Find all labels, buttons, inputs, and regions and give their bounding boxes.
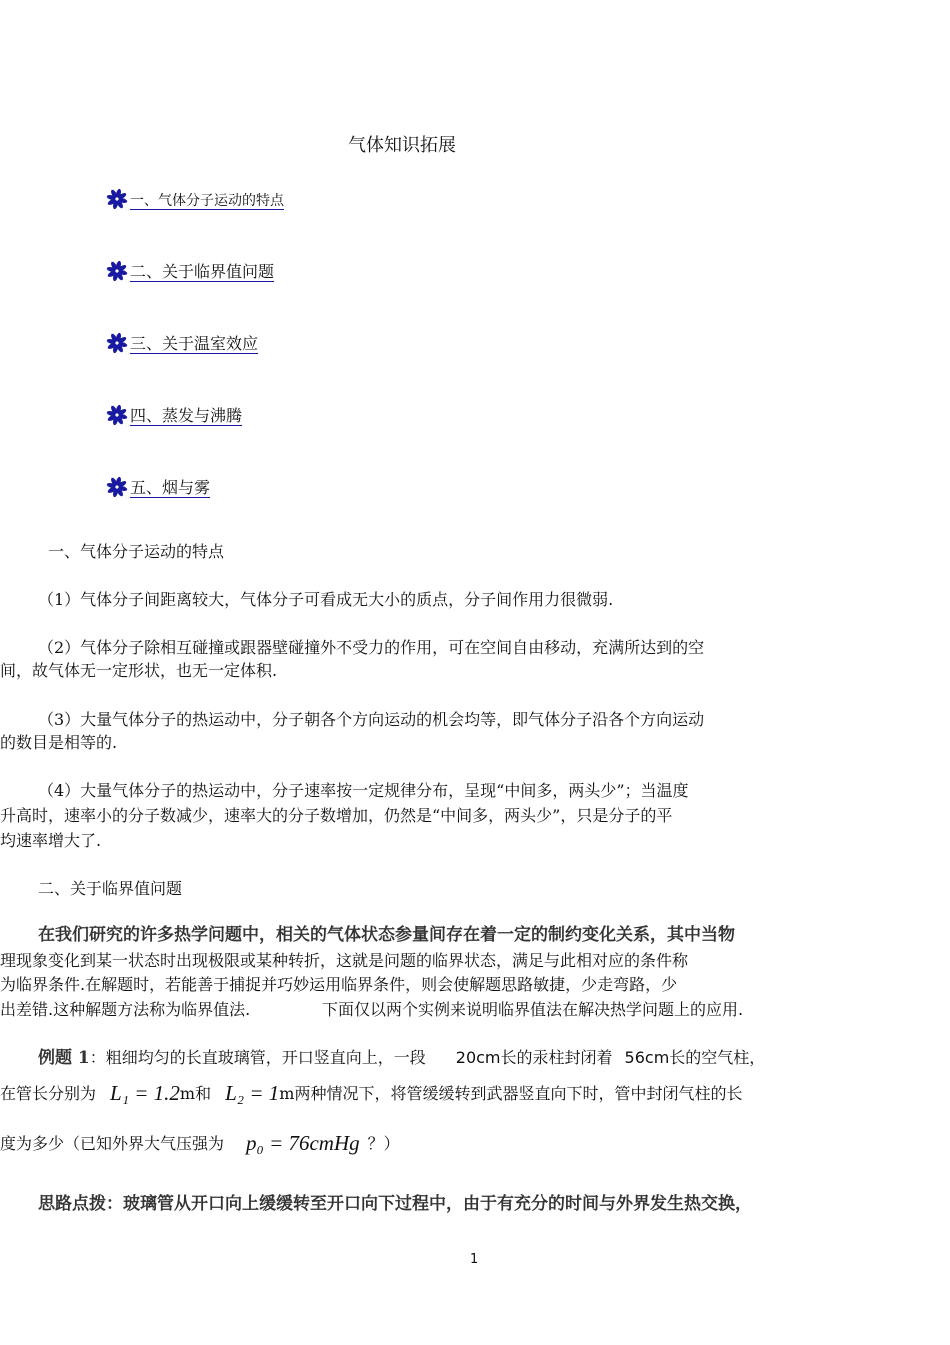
- toc-link[interactable]: 二、关于临界值问题: [130, 262, 275, 281]
- pinwheel-icon: [106, 476, 128, 498]
- text: 度为多少（已知外界大气压强为: [0, 1134, 225, 1153]
- pinwheel-icon: [106, 188, 128, 210]
- hint-paragraph: 思路点拨：玻璃管从开口向上缓缓转至开口向下过程中，由于有充分的时间与外界发生热交换，: [38, 1194, 752, 1214]
- paragraph: 为临界条件.在解题时，若能善于捕捉并巧妙运用临界条件，则会使解题思路敏捷，少走弯路，少: [0, 975, 678, 994]
- example-line-2: [0, 1082, 742, 1105]
- page-title: 气体知识拓展: [348, 135, 456, 156]
- text: 56cm: [624, 1048, 670, 1067]
- pinwheel-icon: [106, 260, 128, 282]
- page-number: 1: [470, 1252, 479, 1267]
- pinwheel-icon: [106, 404, 128, 426]
- text: m两种情况下，将管缓缓转到武器竖直向下时，管中封闭气柱的长: [279, 1084, 743, 1103]
- example-line-3: [0, 1132, 400, 1155]
- paragraph: （1）气体分子间距离较大，气体分子可看成无大小的质点，分子间作用力很微弱.: [38, 590, 614, 609]
- paragraph: （4）大量气体分子的热运动中，分子速率按一定规律分布，呈现“中间多，两头少”；当温度: [38, 781, 689, 800]
- formula-L1: L₁ = 1.2: [110, 1081, 180, 1105]
- text: 长的汞柱封闭着: [500, 1048, 613, 1067]
- paragraph: 理现象变化到某一状态时出现极限或某种转折，这就是问题的临界状态，满足与此相对应的条件称: [0, 951, 689, 970]
- formula-p0: p₀ = 76cmHg: [246, 1131, 360, 1155]
- toc-item-4[interactable]: [106, 400, 256, 426]
- example-label: 例题 1: [38, 1048, 90, 1068]
- paragraph: 均速率增大了.: [0, 831, 102, 850]
- example-line-1: [38, 1046, 765, 1070]
- paragraph: 间，故气体无一定形状，也无一定体积.: [0, 661, 278, 680]
- text: 在管长分别为: [0, 1084, 97, 1103]
- paragraph: （2）气体分子除相互碰撞或跟器壁碰撞外不受力的作用，可在空间自由移动，充满所达到的空: [38, 638, 705, 657]
- paragraph: （3）大量气体分子的热运动中，分子朝各个方向运动的机会均等，即气体分子沿各个方向运动: [38, 710, 705, 729]
- text: 20cm: [455, 1048, 501, 1067]
- paragraph: 的数目是相等的.: [0, 733, 118, 752]
- paragraph: 升高时，速率小的分子数减少，速率大的分子数增加，仍然是“中间多，两头少”，只是分子的平: [0, 806, 673, 825]
- section-heading: 一、气体分子运动的特点: [48, 542, 225, 561]
- text: ：粗细均匀的长直玻璃管，开口竖直向上，一段: [89, 1048, 426, 1067]
- toc-link[interactable]: 三、关于温室效应: [130, 334, 259, 353]
- text: ？）: [367, 1134, 400, 1153]
- paragraph: 出差错.这种解题方法称为临界值法.: [0, 1000, 251, 1019]
- section-heading: 二、关于临界值问题: [38, 879, 183, 898]
- text: m和: [179, 1084, 212, 1103]
- toc-item-1[interactable]: [106, 184, 298, 210]
- paragraph: 下面仅以两个实例来说明临界值法在解决热学问题上的应用.: [322, 1000, 744, 1019]
- toc-item-2[interactable]: [106, 256, 288, 282]
- toc-item-5[interactable]: [106, 472, 224, 498]
- paragraph: 在我们研究的许多热学问题中，相关的气体状态参量间存在着一定的制约变化关系，其中当物: [38, 925, 735, 945]
- formula-L2: L₂ = 1: [225, 1081, 280, 1105]
- toc-link[interactable]: 一、气体分子运动的特点: [130, 193, 284, 209]
- toc-link[interactable]: 四、蒸发与沸腾: [130, 406, 243, 425]
- toc-link[interactable]: 五、烟与雾: [130, 478, 211, 497]
- pinwheel-icon: [106, 332, 128, 354]
- toc-item-3[interactable]: [106, 328, 272, 354]
- text: 长的空气柱，: [669, 1048, 766, 1067]
